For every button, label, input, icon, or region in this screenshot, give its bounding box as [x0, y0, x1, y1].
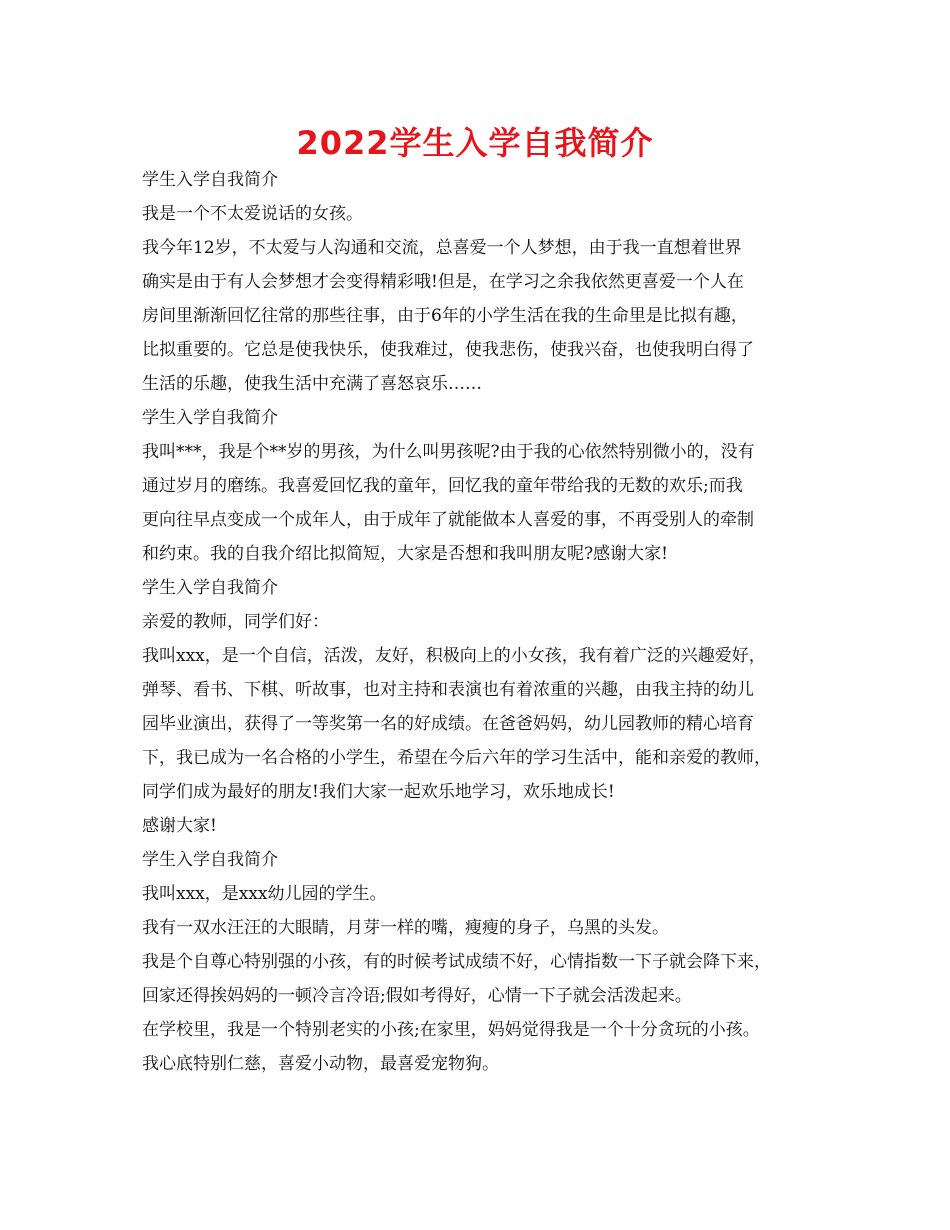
text-line: 更向往早点变成一个成年人，由于成年了就能做本人喜爱的事，不再受别人的牵制 — [142, 510, 754, 530]
text-line: 学生入学自我简介 — [142, 578, 278, 598]
text-line: 通过岁月的磨练。我喜爱回忆我的童年，回忆我的童年带给我的无数的欢乐;而我 — [142, 476, 743, 496]
text-line: 在学校里，我是一个特别老实的小孩;在家里，妈妈觉得我是一个十分贪玩的小孩。 — [142, 1020, 760, 1040]
text-line: 亲爱的教师，同学们好： — [142, 612, 329, 632]
text-line: 弹琴、看书、下棋、听故事，也对主持和表演也有着浓重的兴趣，由我主持的幼儿 — [142, 680, 754, 700]
text-line: 我叫xxx，是一个自信，活泼，友好，积极向上的小女孩，我有着广泛的兴趣爱好， — [142, 646, 766, 666]
text-line: 比拟重要的。它总是使我快乐，使我难过，使我悲伤，使我兴奋，也使我明白得了 — [142, 340, 754, 360]
text-line: 学生入学自我简介 — [142, 170, 278, 190]
text-line: 回家还得挨妈妈的一顿冷言冷语;假如考得好，心情一下子就会活泼起来。 — [142, 986, 692, 1006]
text-line: 我有一双水汪汪的大眼睛，月芽一样的嘴，瘦瘦的身子，乌黑的头发。 — [142, 918, 669, 938]
document-body — [142, 163, 832, 1081]
text-line: 我叫xxx，是xxx幼儿园的学生。 — [142, 884, 387, 904]
text-line: 我心底特别仁慈，喜爱小动物，最喜爱宠物狗。 — [142, 1054, 499, 1074]
text-line: 我是个自尊心特别强的小孩，有的时候考试成绩不好，心情指数一下子就会降下来， — [142, 952, 771, 972]
text-line: 和约束。我的自我介绍比拟简短，大家是否想和我叫朋友呢?感谢大家! — [142, 544, 668, 564]
text-line: 确实是由于有人会梦想才会变得精彩哦!但是，在学习之余我依然更喜爱一个人在 — [142, 272, 744, 292]
text-line: 感谢大家! — [142, 816, 217, 836]
text-line: 学生入学自我简介 — [142, 408, 278, 428]
text-line: 同学们成为最好的朋友!我们大家一起欢乐地学习，欢乐地成长! — [142, 782, 615, 802]
text-line: 下，我已成为一名合格的小学生，希望在今后六年的学习生活中，能和亲爱的教师， — [142, 748, 771, 768]
document-title: 2022学生入学自我简介 — [296, 124, 654, 162]
text-line: 我是一个不太爱说话的女孩。 — [142, 204, 363, 224]
text-line: 园毕业演出，获得了一等奖第一名的好成绩。在爸爸妈妈，幼儿园教师的精心培育 — [142, 714, 754, 734]
text-line: 生活的乐趣，使我生活中充满了喜怒哀乐…… — [142, 374, 482, 394]
text-line: 房间里渐渐回忆往常的那些往事，由于6年的小学生活在我的生命里是比拟有趣， — [142, 306, 748, 326]
text-line: 我今年12岁，不太爱与人沟通和交流，总喜爱一个人梦想，由于我一直想着世界 — [142, 238, 742, 258]
text-line: 我叫***，我是个**岁的男孩，为什么叫男孩呢?由于我的心依然特别微小的，没有 — [142, 442, 755, 462]
text-line: 学生入学自我简介 — [142, 850, 278, 870]
